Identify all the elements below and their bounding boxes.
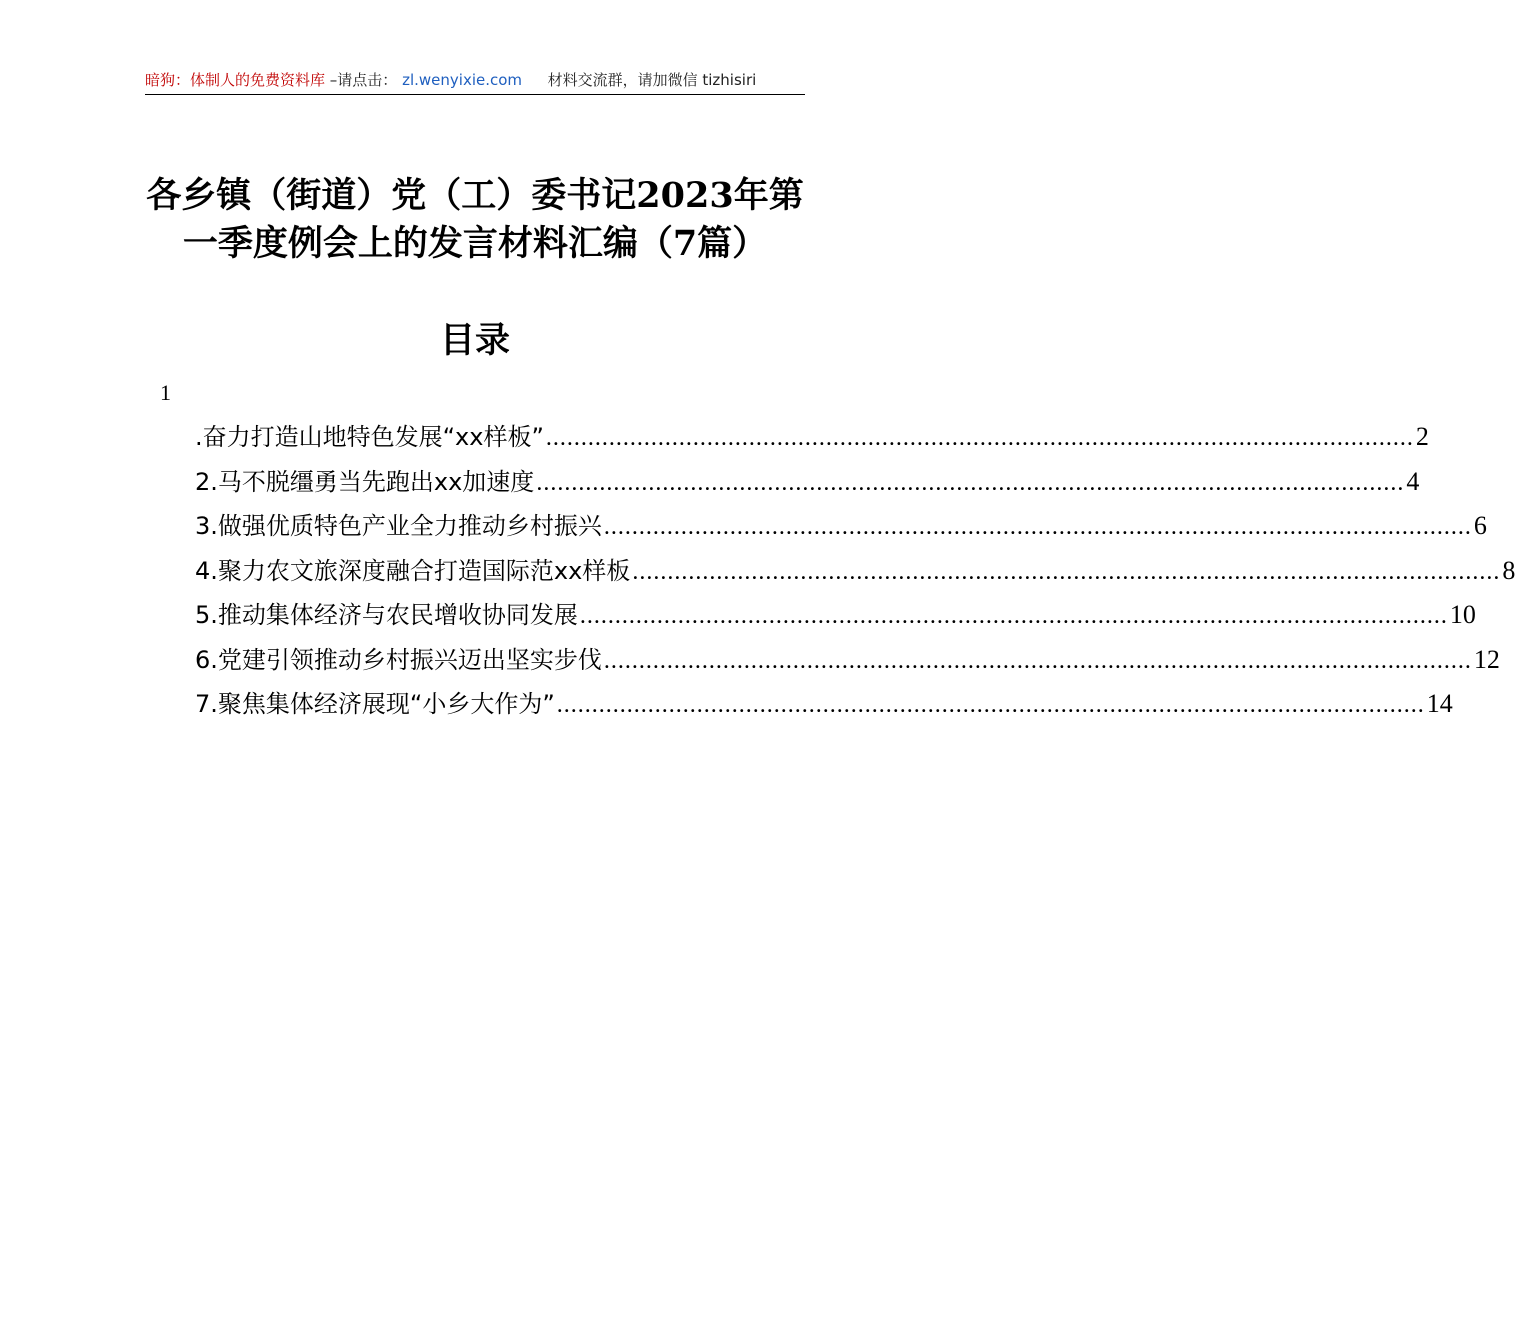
toc-item-label: 3.做强优质特色产业全力推动乡村振兴: [195, 512, 602, 540]
toc-leader-dots: ............................................................................................................................: [603, 647, 1472, 674]
toc-item-label: 4.聚力农文旅深度融合打造国际范xx样板: [195, 556, 631, 585]
document-title-line-2: 一季度例会上的发言材料汇编（7篇）: [182, 223, 768, 264]
toc-item-label: 5.推动集体经济与农民增收协同发展: [195, 601, 578, 629]
header-group-note: 材料交流群，请加微信 tizhisiri: [547, 71, 757, 89]
toc-heading: 目录: [439, 320, 510, 361]
page-header: [145, 68, 805, 95]
toc-page-number: 14: [1426, 689, 1453, 718]
header-brand: 暗狗：体制人的免费资料库: [145, 71, 326, 89]
toc-item-label: 6.党建引领推动乡村振兴迈出坚实步伐: [195, 645, 602, 674]
toc-item-label: .奋力打造山地特色发展“xx样板”: [195, 423, 544, 451]
toc-page-number: 6: [1473, 511, 1487, 540]
toc-page-number: 2: [1415, 422, 1429, 451]
toc-page-number: 4: [1406, 466, 1420, 496]
toc-item-1[interactable]: [195, 417, 1429, 462]
toc-leader-dots: ............................................................................................................................: [632, 558, 1501, 585]
toc-leader-dots: ............................................................................................................................: [603, 514, 1472, 540]
toc-leader-dots: ............................................................................................................................: [545, 425, 1414, 451]
toc-stray-number: 1: [160, 380, 171, 405]
toc-item-6[interactable]: [195, 640, 1500, 685]
toc-leader-dots: ............................................................................................................................: [556, 692, 1425, 718]
header-prompt: –请点击：: [329, 71, 398, 89]
toc-item-label: 2.马不脱缰勇当先跑出xx加速度: [195, 467, 535, 496]
toc-item-label: 7.聚焦集体经济展现“小乡大作为”: [195, 690, 555, 718]
toc-item-7[interactable]: [195, 684, 1453, 729]
toc-item-5[interactable]: [195, 595, 1476, 640]
toc-page-number: 12: [1473, 644, 1500, 674]
toc-item-4[interactable]: [195, 551, 1515, 596]
table-of-contents: [195, 417, 1515, 729]
toc-item-2[interactable]: [195, 462, 1420, 507]
header-link[interactable]: zl.wenyixie.com: [402, 71, 523, 89]
toc-item-3[interactable]: [195, 506, 1487, 551]
toc-page-number: 10: [1449, 600, 1476, 629]
toc-leader-dots: ............................................................................................................................: [536, 469, 1405, 496]
toc-page-number: 8: [1502, 555, 1515, 585]
document-title-line-1: 各乡镇（街道）党（工）委书记2023年第: [146, 175, 804, 216]
toc-leader-dots: ............................................................................................................................: [579, 603, 1448, 629]
